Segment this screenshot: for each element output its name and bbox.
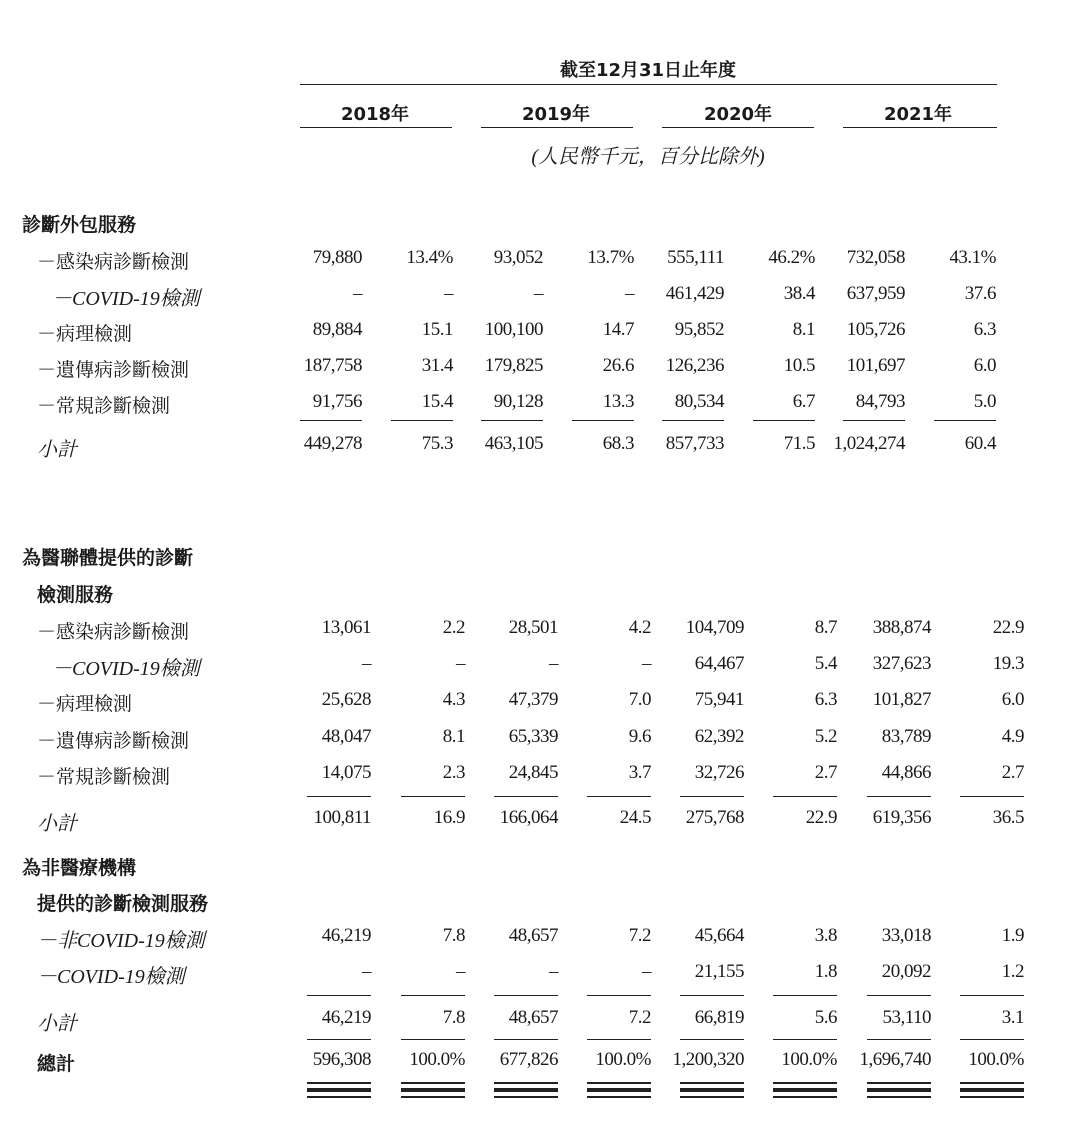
subtotal-rule-2020-pct: [773, 796, 837, 797]
cell-2018-pct: –: [456, 653, 465, 674]
cell-2018-amount: 91,756: [312, 391, 362, 412]
cell-2018-pct: –: [456, 961, 465, 982]
subtotal-rule-2019-pct: [587, 796, 651, 797]
cell-2021-amount: 101,697: [846, 355, 905, 376]
cell-2020-pct: 1.8: [814, 961, 837, 982]
row-label: －感染病診斷檢測: [37, 621, 190, 643]
year-header-2021: 2021年: [883, 104, 953, 125]
year-underline-2019: [481, 127, 633, 128]
total-double-rule-lower-2021-pct: [960, 1090, 1024, 1098]
subtotal-2018-pct: 7.8: [442, 1007, 465, 1028]
cell-2019-pct: 9.6: [628, 726, 651, 747]
total-2018-amount: 596,308: [312, 1049, 371, 1070]
cell-2019-pct: –: [625, 283, 634, 304]
row-label: －遺傳病診斷檢測: [37, 730, 190, 752]
subtotal-2020-pct: 71.5: [783, 433, 815, 454]
total-double-rule-2018-amount: [307, 1082, 371, 1090]
cell-2018-amount: 89,884: [312, 319, 362, 340]
section-title-3-line-1: 為非醫療機構: [22, 857, 137, 879]
subtotal-2020-amount: 66,819: [694, 1007, 744, 1028]
total-double-rule-lower-2018-pct: [401, 1090, 465, 1098]
cell-2021-pct: 43.1%: [949, 247, 996, 268]
cell-2019-amount: –: [549, 961, 558, 982]
subtotal-2018-amount: 46,219: [321, 1007, 371, 1028]
unit-note: (人民幣千元，百分比除外): [531, 146, 765, 168]
cell-2019-pct: 26.6: [602, 355, 634, 376]
subtotal-rule-2018-pct: [401, 796, 465, 797]
cell-2021-pct: 6.3: [973, 319, 996, 340]
cell-2021-pct: 37.6: [964, 283, 996, 304]
total-double-rule-lower-2020-amount: [680, 1090, 744, 1098]
cell-2020-amount: 64,467: [694, 653, 744, 674]
cell-2021-amount: 20,092: [881, 961, 931, 982]
subtotal-rule-2019-pct: [572, 420, 634, 421]
cell-2020-pct: 5.2: [814, 726, 837, 747]
cell-2020-pct: 46.2%: [768, 247, 815, 268]
subtotal-2019-amount: 48,657: [508, 1007, 558, 1028]
cell-2021-pct: 1.2: [1001, 961, 1024, 982]
cell-2018-pct: 13.4%: [406, 247, 453, 268]
cell-2018-amount: 187,758: [303, 355, 362, 376]
cell-2019-amount: –: [549, 653, 558, 674]
subtotal-rule-2021-amount: [843, 420, 905, 421]
subtotal-rule-2018-amount: [307, 995, 371, 996]
total-label: 總計: [37, 1053, 76, 1075]
subtotal-rule-2018-pct: [391, 420, 453, 421]
cell-2020-amount: 104,709: [685, 617, 744, 638]
cell-2020-amount: 21,155: [694, 961, 744, 982]
subtotal-2018-pct: 16.9: [433, 807, 465, 828]
subtotal-2019-pct: 68.3: [602, 433, 634, 454]
subtotal-label: 小計: [37, 439, 77, 461]
total-double-rule-lower-2018-amount: [307, 1090, 371, 1098]
total-double-rule-lower-2019-amount: [494, 1090, 558, 1098]
year-header-2018: 2018年: [340, 104, 410, 125]
cell-2018-pct: –: [444, 283, 453, 304]
subtotal-rule-2019-amount: [494, 995, 558, 996]
cell-2020-amount: 32,726: [694, 762, 744, 783]
subtotal-2020-pct: 22.9: [805, 807, 837, 828]
cell-2018-amount: 25,628: [321, 689, 371, 710]
subtotal-rule-2021-pct: [934, 420, 996, 421]
cell-2018-pct: 15.1: [421, 319, 453, 340]
cell-2018-pct: 4.3: [442, 689, 465, 710]
cell-2021-amount: 732,058: [846, 247, 905, 268]
cell-2020-pct: 6.7: [792, 391, 815, 412]
cell-2021-amount: 105,726: [846, 319, 905, 340]
cell-2020-pct: 8.1: [792, 319, 815, 340]
cell-2018-pct: 2.3: [442, 762, 465, 783]
cell-2019-amount: 179,825: [484, 355, 543, 376]
header-rule: [300, 84, 997, 85]
year-underline-2018: [300, 127, 452, 128]
cell-2018-amount: –: [362, 653, 371, 674]
cell-2021-pct: 19.3: [992, 653, 1024, 674]
year-underline-2020: [662, 127, 814, 128]
cell-2019-amount: 93,052: [493, 247, 543, 268]
cell-2021-amount: 101,827: [872, 689, 931, 710]
subtotal-2019-pct: 7.2: [628, 1007, 651, 1028]
cell-2019-pct: 13.7%: [587, 247, 634, 268]
cell-2019-pct: 4.2: [628, 617, 651, 638]
total-rule-2018-pct: [401, 1039, 465, 1040]
cell-2021-pct: 6.0: [973, 355, 996, 376]
total-double-rule-2019-amount: [494, 1082, 558, 1090]
cell-2019-amount: 48,657: [508, 925, 558, 946]
year-header-2019: 2019年: [521, 104, 591, 125]
total-double-rule-lower-2021-amount: [867, 1090, 931, 1098]
cell-2018-amount: 48,047: [321, 726, 371, 747]
cell-2019-pct: 13.3: [602, 391, 634, 412]
subtotal-2021-amount: 53,110: [882, 1007, 931, 1028]
cell-2020-amount: 126,236: [665, 355, 724, 376]
cell-2020-pct: 38.4: [783, 283, 815, 304]
cell-2018-amount: –: [362, 961, 371, 982]
subtotal-2019-amount: 463,105: [484, 433, 543, 454]
total-2019-amount: 677,826: [499, 1049, 558, 1070]
cell-2021-pct: 1.9: [1001, 925, 1024, 946]
subtotal-2021-pct: 36.5: [992, 807, 1024, 828]
subtotal-rule-2019-pct: [587, 995, 651, 996]
total-double-rule-2021-amount: [867, 1082, 931, 1090]
total-double-rule-2019-pct: [587, 1082, 651, 1090]
cell-2020-amount: 62,392: [694, 726, 744, 747]
row-label: －COVID-19檢測: [37, 966, 185, 988]
subtotal-2021-amount: 619,356: [872, 807, 931, 828]
cell-2021-pct: 22.9: [992, 617, 1024, 638]
total-double-rule-2021-pct: [960, 1082, 1024, 1090]
cell-2021-pct: 2.7: [1001, 762, 1024, 783]
row-label: －感染病診斷檢測: [37, 251, 190, 273]
cell-2020-pct: 5.4: [814, 653, 837, 674]
total-double-rule-lower-2020-pct: [773, 1090, 837, 1098]
subtotal-2021-amount: 1,024,274: [833, 433, 905, 454]
subtotal-rule-2020-amount: [680, 796, 744, 797]
subtotal-rule-2020-amount: [680, 995, 744, 996]
total-rule-2021-pct: [960, 1039, 1024, 1040]
subtotal-2018-amount: 100,811: [313, 807, 371, 828]
cell-2020-pct: 8.7: [814, 617, 837, 638]
cell-2019-pct: 7.0: [628, 689, 651, 710]
cell-2018-pct: 15.4: [421, 391, 453, 412]
cell-2020-amount: 95,852: [674, 319, 724, 340]
cell-2019-amount: 28,501: [508, 617, 558, 638]
cell-2021-pct: 6.0: [1001, 689, 1024, 710]
subtotal-rule-2021-pct: [960, 796, 1024, 797]
total-2020-amount: 1,200,320: [672, 1049, 744, 1070]
cell-2019-amount: 47,379: [508, 689, 558, 710]
total-2021-amount: 1,696,740: [859, 1049, 931, 1070]
cell-2019-amount: 65,339: [508, 726, 558, 747]
subtotal-rule-2021-amount: [867, 796, 931, 797]
subtotal-label: 小計: [37, 813, 77, 835]
cell-2018-amount: –: [353, 283, 362, 304]
row-label: －遺傳病診斷檢測: [37, 359, 190, 381]
total-rule-2019-amount: [494, 1039, 558, 1040]
cell-2020-amount: 80,534: [674, 391, 724, 412]
cell-2019-pct: 7.2: [628, 925, 651, 946]
cell-2018-amount: 79,880: [312, 247, 362, 268]
total-double-rule-lower-2019-pct: [587, 1090, 651, 1098]
cell-2018-amount: 13,061: [321, 617, 371, 638]
subtotal-label: 小計: [37, 1013, 77, 1035]
total-rule-2021-amount: [867, 1039, 931, 1040]
subtotal-rule-2018-amount: [307, 796, 371, 797]
total-rule-2019-pct: [587, 1039, 651, 1040]
row-label: －病理檢測: [37, 323, 133, 345]
cell-2021-amount: 83,789: [881, 726, 931, 747]
cell-2021-pct: 5.0: [973, 391, 996, 412]
subtotal-rule-2019-amount: [481, 420, 543, 421]
row-label: －病理檢測: [37, 693, 133, 715]
cell-2019-amount: 100,100: [484, 319, 543, 340]
cell-2021-amount: 388,874: [872, 617, 931, 638]
year-underline-2021: [843, 127, 997, 128]
row-label: －非COVID-19檢測: [37, 930, 205, 952]
section-title-3-line-2: 提供的診斷檢測服務: [37, 893, 209, 915]
total-double-rule-2020-amount: [680, 1082, 744, 1090]
cell-2019-amount: –: [534, 283, 543, 304]
row-label: －常規診斷檢測: [37, 766, 171, 788]
total-2018-pct: 100.0%: [409, 1049, 465, 1070]
subtotal-rule-2019-amount: [494, 796, 558, 797]
cell-2019-amount: 24,845: [508, 762, 558, 783]
subtotal-rule-2018-pct: [401, 995, 465, 996]
subtotal-2018-amount: 449,278: [303, 433, 362, 454]
cell-2018-pct: 2.2: [442, 617, 465, 638]
total-2021-pct: 100.0%: [968, 1049, 1024, 1070]
subtotal-2019-pct: 24.5: [619, 807, 651, 828]
cell-2020-amount: 45,664: [694, 925, 744, 946]
total-rule-2018-amount: [307, 1039, 371, 1040]
cell-2020-pct: 10.5: [783, 355, 815, 376]
row-label: －常規診斷檢測: [37, 395, 171, 417]
cell-2019-pct: 3.7: [628, 762, 651, 783]
subtotal-2021-pct: 3.1: [1001, 1007, 1024, 1028]
cell-2019-pct: –: [642, 653, 651, 674]
section-title-1-line-1: 診斷外包服務: [22, 214, 137, 236]
cell-2019-pct: –: [642, 961, 651, 982]
subtotal-rule-2018-amount: [300, 420, 362, 421]
section-title-2-line-2: 檢測服務: [37, 584, 114, 606]
subtotal-2020-pct: 5.6: [814, 1007, 837, 1028]
subtotal-rule-2020-pct: [773, 995, 837, 996]
subtotal-rule-2020-pct: [753, 420, 815, 421]
row-label: －COVID-19檢測: [52, 288, 200, 310]
subtotal-rule-2021-pct: [960, 995, 1024, 996]
total-rule-2020-amount: [680, 1039, 744, 1040]
cell-2021-amount: 33,018: [881, 925, 931, 946]
cell-2021-amount: 44,866: [881, 762, 931, 783]
subtotal-2019-amount: 166,064: [499, 807, 558, 828]
cell-2020-pct: 2.7: [814, 762, 837, 783]
cell-2018-amount: 46,219: [321, 925, 371, 946]
total-2019-pct: 100.0%: [595, 1049, 651, 1070]
subtotal-rule-2020-amount: [662, 420, 724, 421]
cell-2019-pct: 14.7: [602, 319, 634, 340]
cell-2018-amount: 14,075: [321, 762, 371, 783]
total-2020-pct: 100.0%: [781, 1049, 837, 1070]
total-double-rule-2020-pct: [773, 1082, 837, 1090]
cell-2020-amount: 461,429: [665, 283, 724, 304]
total-rule-2020-pct: [773, 1039, 837, 1040]
cell-2020-amount: 75,941: [694, 689, 744, 710]
row-label: －COVID-19檢測: [52, 658, 200, 680]
cell-2018-pct: 31.4: [421, 355, 453, 376]
subtotal-2018-pct: 75.3: [421, 433, 453, 454]
subtotal-2020-amount: 275,768: [685, 807, 744, 828]
cell-2020-pct: 6.3: [814, 689, 837, 710]
year-header-2020: 2020年: [703, 104, 773, 125]
cell-2021-amount: 84,793: [855, 391, 905, 412]
cell-2020-pct: 3.8: [814, 925, 837, 946]
period-title: 截至12月31日止年度: [559, 60, 737, 81]
section-title-2-line-1: 為醫聯體提供的診斷: [22, 547, 194, 569]
cell-2020-amount: 555,111: [667, 247, 724, 268]
cell-2021-amount: 637,959: [846, 283, 905, 304]
cell-2021-pct: 4.9: [1001, 726, 1024, 747]
cell-2018-pct: 7.8: [442, 925, 465, 946]
subtotal-2020-amount: 857,733: [665, 433, 724, 454]
subtotal-rule-2021-amount: [867, 995, 931, 996]
cell-2018-pct: 8.1: [442, 726, 465, 747]
cell-2019-amount: 90,128: [493, 391, 543, 412]
total-double-rule-2018-pct: [401, 1082, 465, 1090]
subtotal-2021-pct: 60.4: [964, 433, 996, 454]
cell-2021-amount: 327,623: [872, 653, 931, 674]
